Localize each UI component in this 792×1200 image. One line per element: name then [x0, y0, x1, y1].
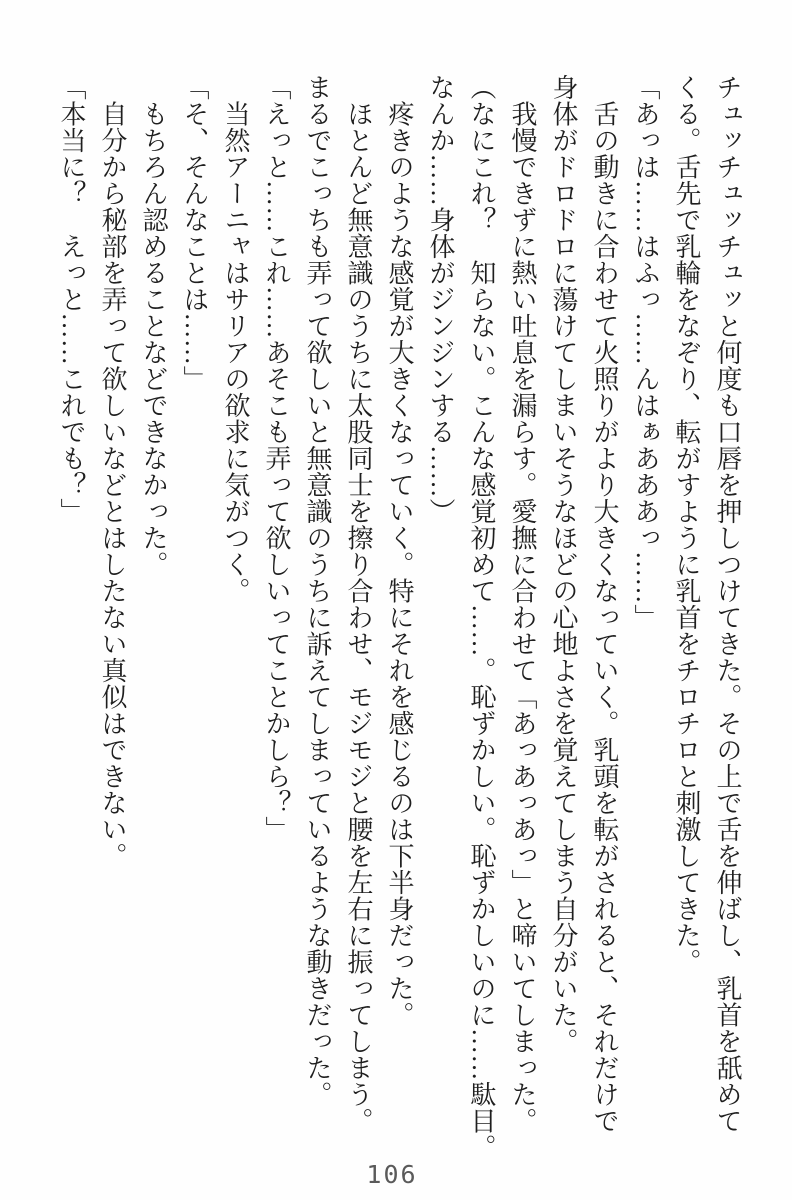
text-line: 「本当に？ えっと……これでも？」	[57, 74, 86, 525]
text-line: 身体がドロドロに蕩けてしまいそうなほどの心地よさを覚えてしまう自分がいた。	[549, 74, 578, 1055]
text-line: 自分から秘部を弄って欲しいなどとはしたない真似はできない。	[98, 74, 127, 869]
paragraph	[543, 74, 625, 1174]
text-line: 舌の動きに合わせて火照りがより大きくなっていく。乳頭を転がされると、それだけで	[590, 74, 619, 1134]
text-line: まるでこっちも弄って欲しいと無意識のうちに訴えてしまっているような動きだった。	[303, 74, 332, 1108]
text-line: くる。舌先で乳輪をなぞり、転がすように乳首をチロチロと刺激してきた。	[672, 74, 701, 975]
paragraph	[92, 74, 133, 1174]
text-line: ほとんど無意識のうちに太股同士を擦り合わせ、モジモジと腰を左右に振ってしまう。	[344, 74, 373, 1134]
text-line: 「あっは……はふっ……んはぁあああっ……」	[631, 74, 660, 631]
paragraph	[133, 74, 174, 1174]
paragraph	[666, 74, 748, 1174]
text-line: 「えっと……これ……あそこも弄って欲しいってことかしら？」	[262, 74, 291, 843]
page-number: 106	[366, 1160, 418, 1189]
paragraph	[215, 74, 256, 1174]
text-line: なんか……身体がジンジンする……）	[426, 74, 455, 525]
paragraph	[256, 74, 297, 1174]
paragraph	[502, 74, 543, 1174]
text-line: （なにこれ？ 知らない。こんな感覚初めて……。恥ずかしい。恥ずかしいのに……駄目。	[467, 74, 496, 1161]
text-line: もちろん認めることなどできなかった。	[139, 74, 168, 578]
paragraph	[625, 74, 666, 1174]
paragraph	[174, 74, 215, 1174]
vertical-text-area	[46, 74, 748, 1174]
paragraph	[420, 74, 502, 1174]
text-line: 「そ、そんなことは……」	[180, 74, 209, 392]
paragraph	[297, 74, 379, 1174]
paragraph	[51, 74, 92, 1174]
paragraph	[379, 74, 420, 1174]
text-line: チュッチュッチュッと何度も口唇を押しつけてきた。その上で舌を伸ばし、乳首を舐めて	[713, 74, 742, 1134]
text-line: 我慢できずに熱い吐息を漏らす。愛撫に合わせて「あっあっあっ」と啼いてしまった。	[508, 74, 537, 1134]
text-line: 疼きのような感覚が大きくなっていく。特にそれを感じるのは下半身だった。	[385, 74, 414, 1028]
text-line: 当然アーニャはサリアの欲求に気がつく。	[221, 74, 250, 604]
